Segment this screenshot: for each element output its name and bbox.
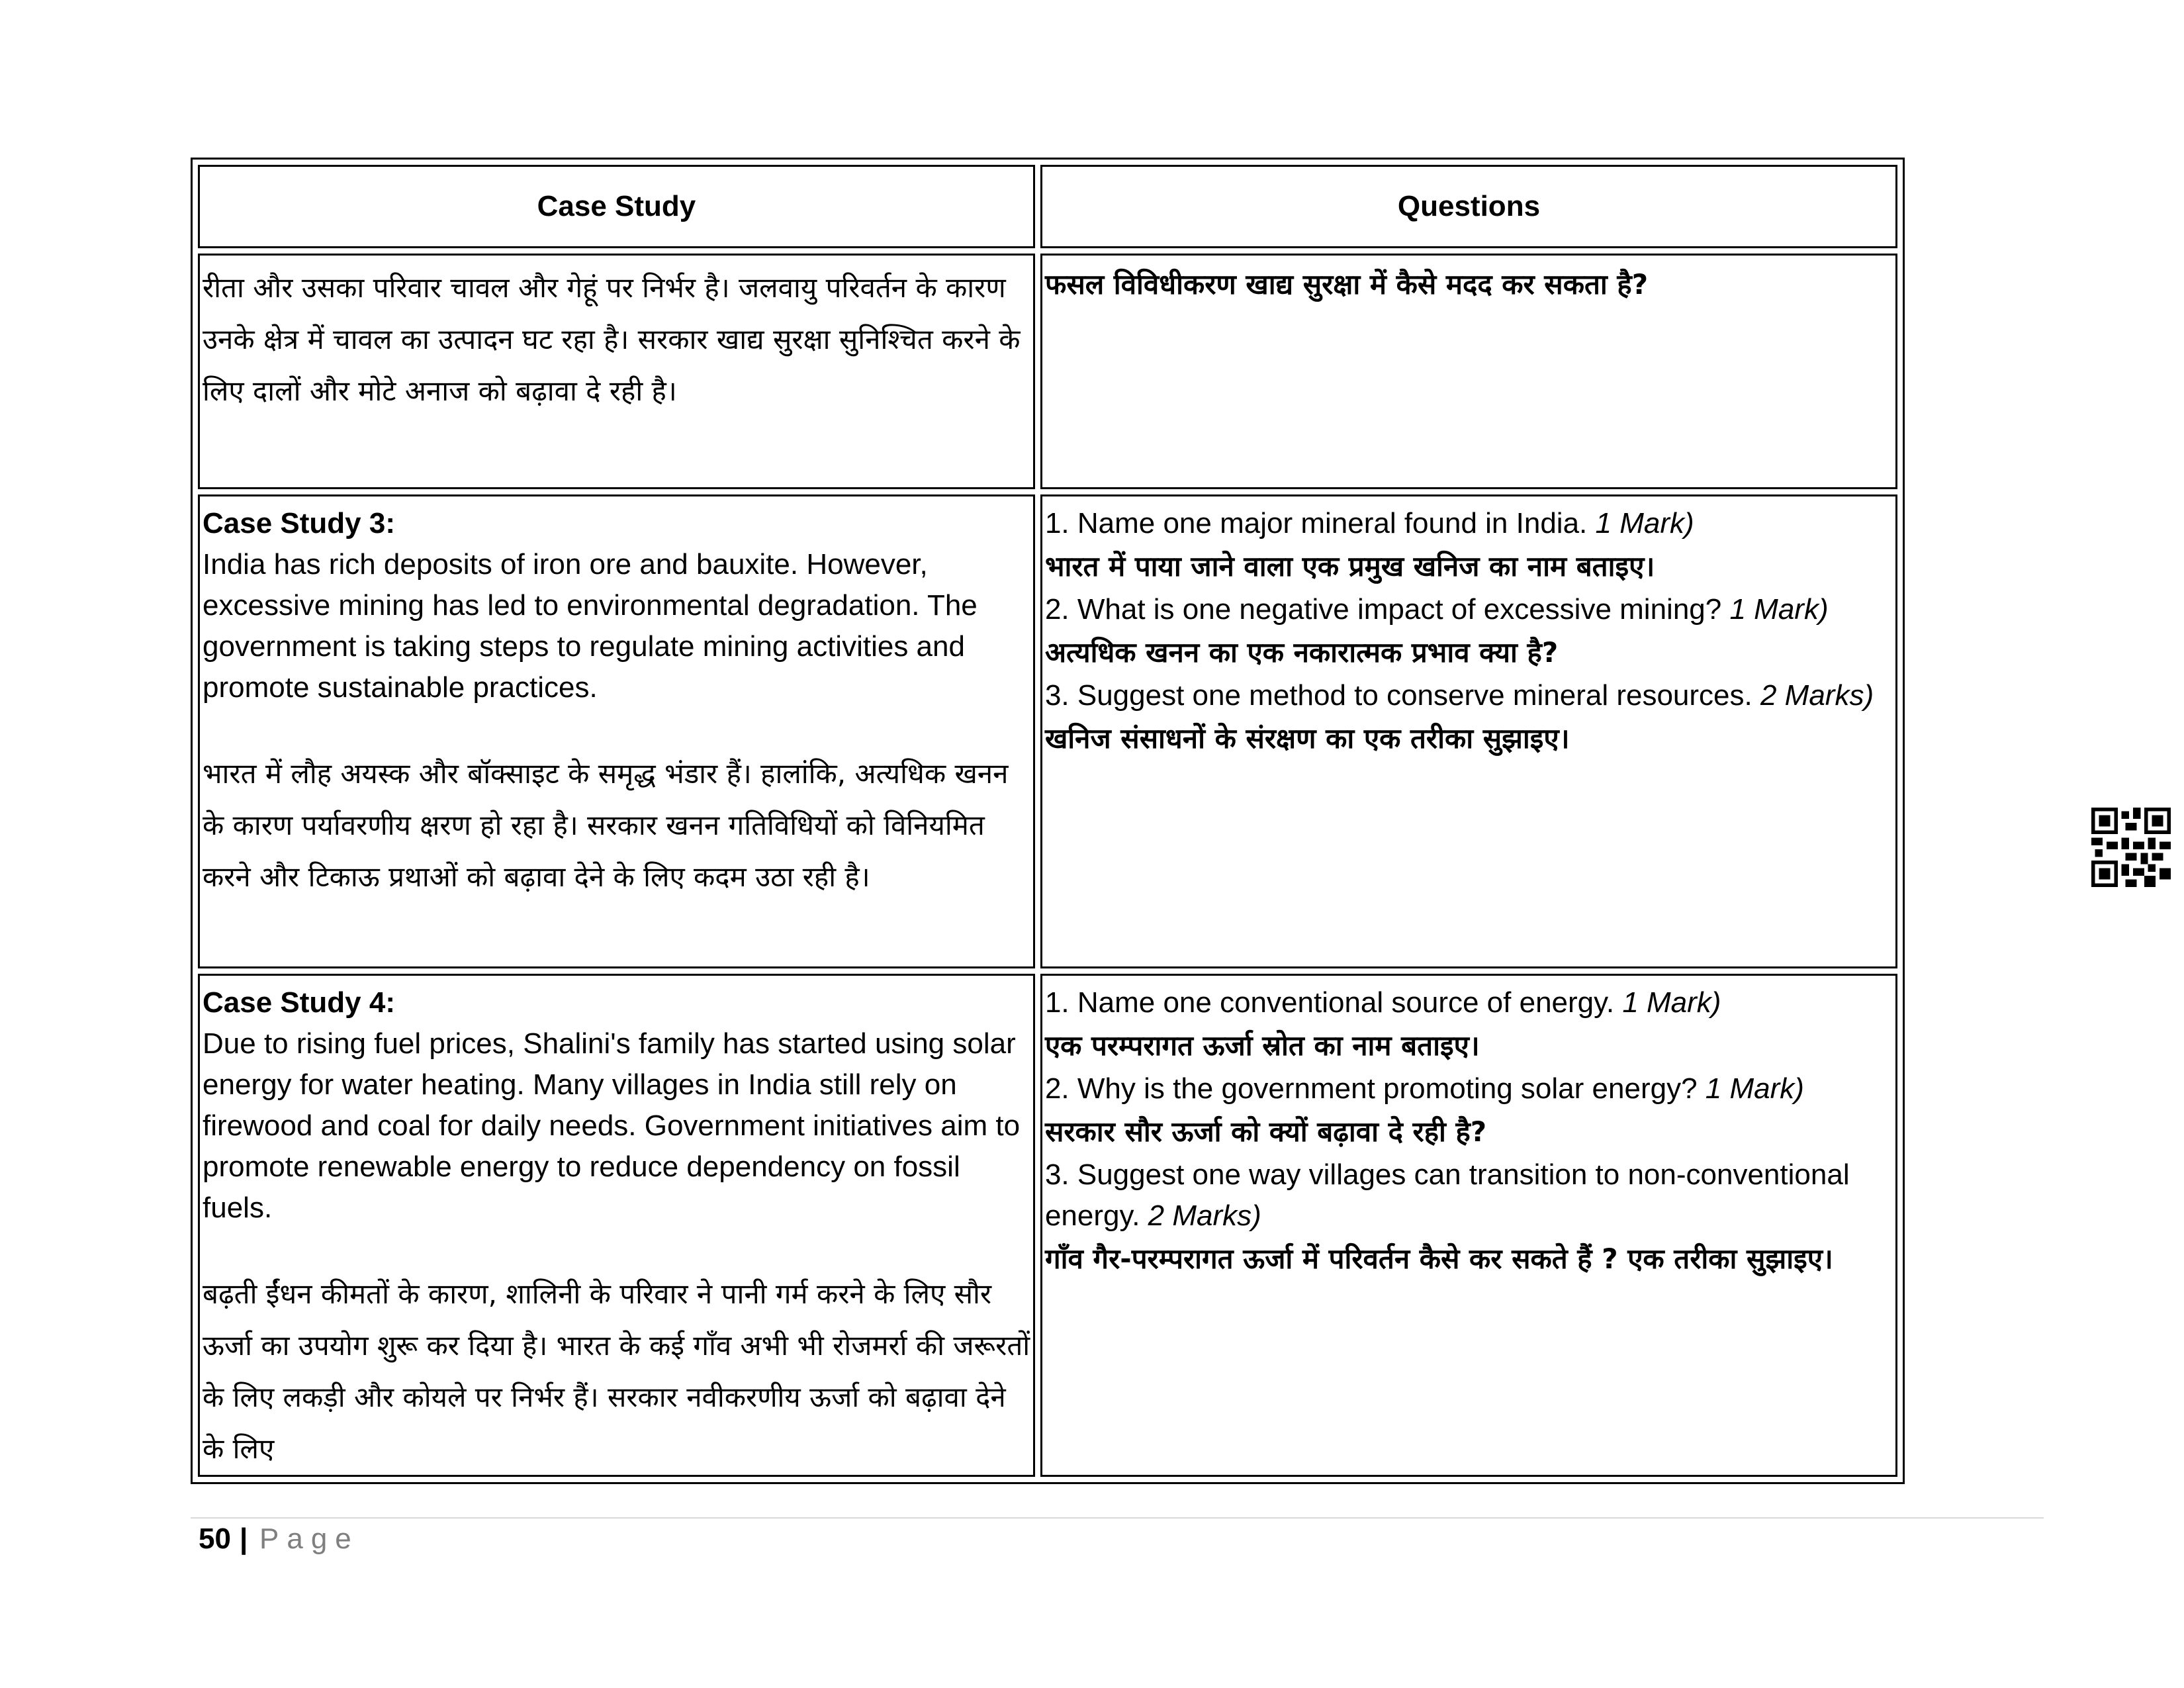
case-study-title: Case Study 4: <box>203 986 395 1019</box>
question-item <box>1045 1068 1893 1154</box>
question-english: 1. Name one conventional source of energy. <box>1044 986 1615 1019</box>
question-marks: 2 Marks) <box>1148 1199 1261 1232</box>
question-hindi: खनिज संसाधनों के संरक्षण का एक तरीका सुझाइए। <box>1044 722 1570 755</box>
question-hindi: एक परम्परागत ऊर्जा स्रोत का नाम बताइए। <box>1044 1029 1480 1062</box>
question-english: 2. What is one negative impact of excessive mining? <box>1044 593 1722 626</box>
question-hindi: फसल विविधीकरण खाद्य सुरक्षा में कैसे मदद कर सकता है? <box>1044 268 1649 301</box>
question-marks: 1 Mark) <box>1595 507 1694 539</box>
case-study-table <box>191 158 1905 1484</box>
question-marks: 1 Mark) <box>1705 1072 1804 1105</box>
question-item <box>1045 675 1893 761</box>
question-english: 2. Why is the government promoting solar energy? <box>1044 1072 1698 1105</box>
question-cell <box>1040 254 1897 489</box>
case-text-hindi: भारत में लौह अयस्क और बॉक्साइट के समृद्ध भंडार हैं। हालांकि, अत्यधिक खनन के कारण पर्यावरणीय क्षरण हो रहा है। सरकार खनन गतिविधियों को विनियमित करने और टिकाऊ प्रथाओं को बढ़ावा देने के लिए कदम उठा रही है। <box>203 757 1009 893</box>
case-text-english: India has rich deposits of iron ore and bauxite. However, excessive mining has led to environmental degradation. The government is taking steps to regulate mining activities and promote sustainable practices. <box>203 548 978 704</box>
question-hindi: भारत में पाया जाने वाला एक प्रमुख खनिज का नाम बताइए। <box>1044 550 1655 583</box>
question-english: 3. Suggest one way villages can transition to non-conventional energy. <box>1044 1158 1850 1232</box>
question-item <box>1045 982 1893 1068</box>
case-cell <box>198 494 1035 968</box>
question-hindi: अत्यधिक खनन का एक नकारात्मक प्रभाव क्या है? <box>1044 636 1559 669</box>
page-label: Page <box>259 1523 359 1555</box>
qr-code-icon <box>2091 808 2171 887</box>
table-row <box>198 974 1897 1477</box>
case-study-title: Case Study 3: <box>203 507 395 539</box>
question-item <box>1045 503 1893 589</box>
case-text-english: Due to rising fuel prices, Shalini's family has started using solar energy for water heating. Many villages in India still rely on firewood and coal for daily needs. Government initiatives aim to promote renewable energy to reduce dependency on fossil fuels. <box>203 1027 1021 1224</box>
question-marks: 1 Mark) <box>1622 986 1721 1019</box>
case-cell <box>198 974 1035 1477</box>
question-english: 1. Name one major mineral found in India. <box>1044 507 1588 539</box>
header-questions: Questions <box>1040 165 1897 248</box>
footer-divider <box>191 1517 2044 1519</box>
question-item <box>1045 589 1893 675</box>
page-number: 50 <box>199 1523 231 1555</box>
page-separator: | <box>240 1523 248 1555</box>
question-hindi: गाँव गैर-परम्परागत ऊर्जा में परिवर्तन कैसे कर सकते हैं ? एक तरीका सुझाइए। <box>1044 1243 1833 1275</box>
question-cell <box>1040 494 1897 968</box>
header-case-study: Case Study <box>198 165 1035 248</box>
case-text-hindi: बढ़ती ईंधन कीमतों के कारण, शालिनी के परिवार ने पानी गर्म करने के लिए सौर ऊर्जा का उपयोग शुरू कर दिया है। भारत के कई गाँव अभी भी रोजमर्रा की जरूरतों के लिए लकड़ी और कोयले पर निर्भर हैं। सरकार नवीकरणीय ऊर्जा को बढ़ावा देने के लिए <box>203 1278 1030 1465</box>
case-text-hindi: रीता और उसका परिवार चावल और गेहूं पर निर्भर है। जलवायु परिवर्तन के कारण उनके क्षेत्र में चावल का उत्पादन घट रहा है। सरकार खाद्य सुरक्षा सुनिश्चित करने के लिए दालों और मोटे अनाज को बढ़ावा दे रही है। <box>203 271 1021 407</box>
question-hindi: सरकार सौर ऊर्जा को क्यों बढ़ावा दे रही है? <box>1044 1115 1487 1148</box>
table-row <box>198 494 1897 968</box>
question-marks: 1 Mark) <box>1729 593 1829 626</box>
question-item <box>1045 1154 1893 1282</box>
question-cell <box>1040 974 1897 1477</box>
table-header-row <box>198 165 1897 248</box>
question-english: 3. Suggest one method to conserve mineral resources. <box>1044 679 1752 712</box>
case-cell <box>198 254 1035 489</box>
table-row <box>198 254 1897 489</box>
question-marks: 2 Marks) <box>1760 679 1874 712</box>
